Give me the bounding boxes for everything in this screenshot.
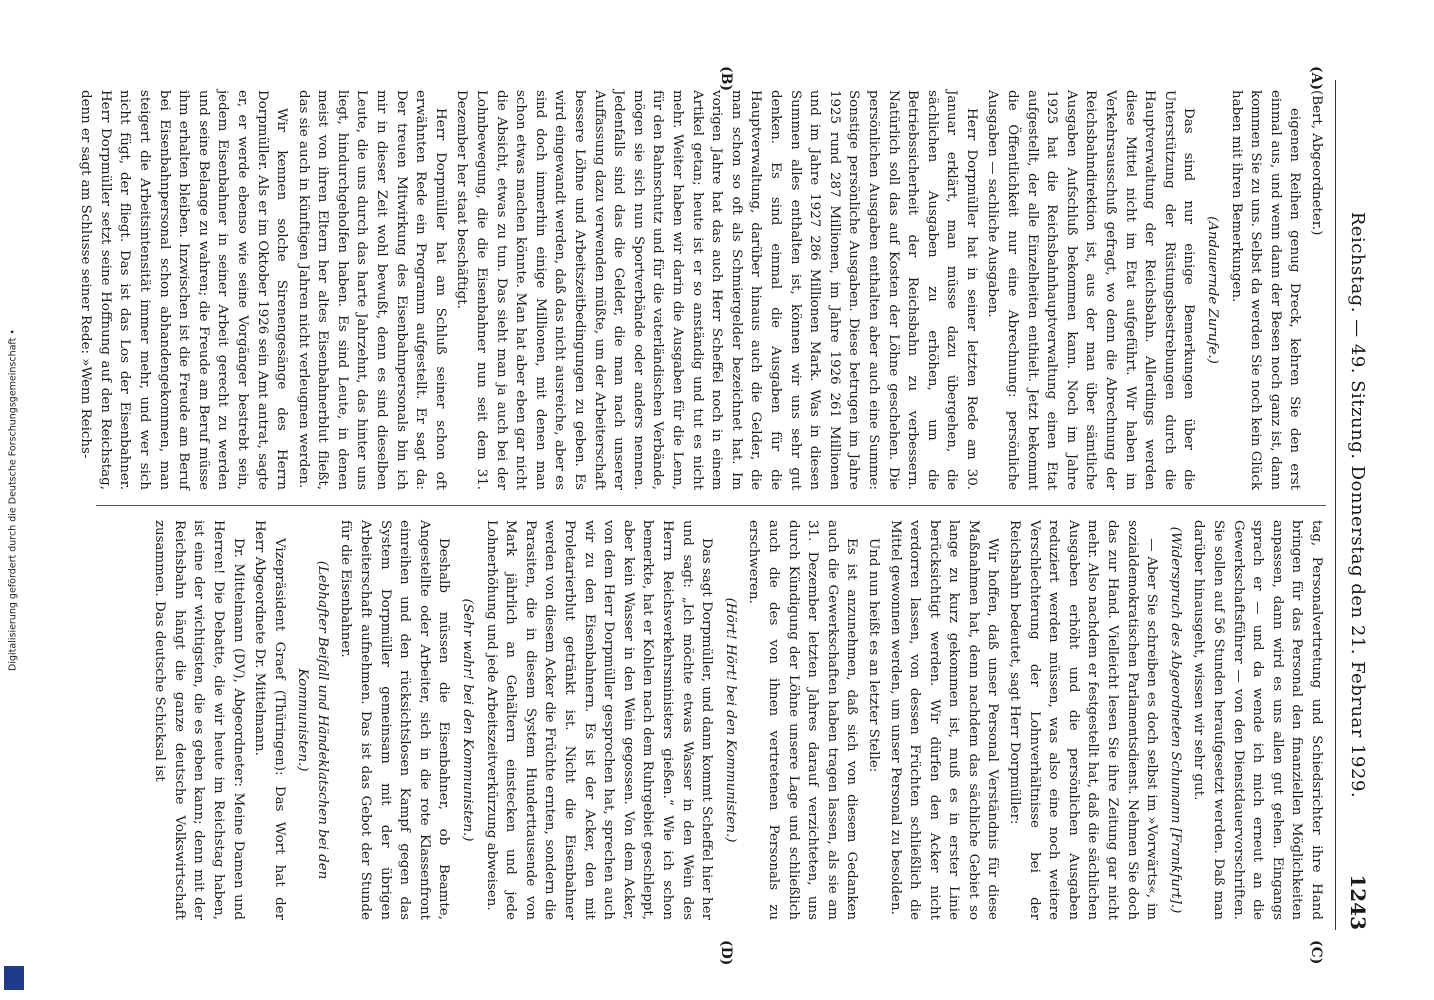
interjection: (Hört! Hört! bei den Kommunisten.) bbox=[722, 597, 738, 843]
column-divider bbox=[96, 505, 1326, 506]
margin-marker-d: (D) bbox=[718, 940, 734, 966]
interjection: (Andauernde Zurufe.) bbox=[1205, 216, 1221, 364]
margin-marker-b: (B) bbox=[718, 66, 734, 92]
paragraph: Wir kennen solche Sirenengesänge des Herrn Dorpmüller. Als er im Oktober 1926 sein Amt antrat, sagte er, er werde ebenso wie seine Vorgänger bestrebt sein, jedem Eisenbahner in seiner Arbeit gerecht zu werden und seine Belange zu wahren; die Freude am Beruf müsse ihm erhalten bleiben. Inzwischen ist die Freude am Beruf bei Eisenbahnpersonal schon abhandengekommen, man steigert die Arbeitsintensität immer mehr, und wer sich nicht fügt, der fliegt. Das ist das Los der Eisenbahner. Herr Dorpmüller setzt seine Hoffnung auf den Reichstag, denn er sagt am Schlusse seiner Rede: »Wenn Reichs- bbox=[78, 90, 290, 490]
left-column bbox=[78, 90, 1326, 490]
paragraph: Es ist anzunehmen, daß sich von diesem Gedanken auch die Gewerkschaften haben tragen lassen, als sie am 31. Dezember letzten Jahres darauf verzichteten, uns durch Kündigung der Löhne unsere Lage und schließlich auch die des von ihnen vertretenen Personals zu erschweren. bbox=[746, 520, 860, 920]
margin-marker-c: (C) bbox=[1308, 940, 1324, 965]
header-title: Reichstag. — 49. Sitzung. Donnerstag den 21. Februar 1929. bbox=[1347, 211, 1368, 799]
right-column bbox=[96, 520, 1326, 920]
margin-marker-a: (A) bbox=[1308, 66, 1324, 91]
paragraph: Herr Dorpmüller hat in seiner letzten Rede am 30. Januar erklärt, man müsse dazu übergehen, die sächlichen Ausgaben zu erhöhen, um die Betriebssicherheit der Reichsbahn zu verbessern. Natürlich soll das auf Kosten der Löhne geschehen. Die persönlichen Ausgaben enthalten aber auch eine Summe: Sonstige persönliche Ausgaben. Diese betrugen im Jahre 1925 rund 287 Millionen, im Jahre 1926 261 Millionen und im Jahre 1927 286 Millionen Mark. Was in diesen Summen alles enthalten ist, können wir uns sehr gut denken. Es sind einmal die Ausgaben für die Hauptverwaltung, darüber hinaus auch die Gelder, die man schon so oft als Schmiergelder bezeichnet hat. Im vorigen Jahre hat das auch Herr Scheffel noch in einem Artikel getan; heute ist er so anständig und tut es nicht mehr. Weiter haben wir darin die Ausgaben für die Lenn, für den Bahnschutz und für die vaterländischen Verbände, mögen sie sich nun Sportverbände oder anders nennen. Jedenfalls sind das die Gelder, die man nach unserer Auffassung dazu verwenden müßte, um der Arbeiterschaft bessere Löhne und Arbeitszeitbedingungen zu geben. Es wird eingewandt werden, daß das nicht ausreiche, aber es sind doch immerhin einige Millionen, mit denen man schon etwas machen könnte. Man hat aber eben gar nicht die Absicht, etwas zu tun. Das sieht man ja auch bei der Lohnbewegung, die die Eisenbahner nun seit dem 31. Dezember her staat beschäftigt. bbox=[454, 90, 979, 490]
paragraph: Vizepräsident Graef (Thüringen): Das Wort hat der Herr Abgeordnete Dr. Mittelmann. bbox=[252, 520, 287, 920]
paragraph: Deshalb müssen die Eisenbahner, ob Beamte, Angestellte oder Arbeiter, sich in die rote Klassenfront einreihen und den rücksichtslosen Kampf gegen das System Dorpmüller gemeinsam mit der übrigen Arbeiterschaft aufnehmen. Das ist das Gebot der Stunde für die Eisenbahner. bbox=[338, 520, 452, 920]
interjection: (Sehr wahr! bei den Kommunisten.) bbox=[460, 598, 476, 842]
interjection: (Widerspruch des Abgeordneten Schumann [Frankfurt].) bbox=[1167, 526, 1183, 914]
paragraph: Das sind nur einige Bemerkungen über die Unterstützung der Rüstungsbestrebungen durch die Hauptverwaltung der Reichsbahn. Allerdings werden diese Mittel nicht im Etat aufgeführt. Wir haben im Verkehrsausschuß gefragt, wo denn die Abrechnung der Reichsbahndirektion ist, aus der man über sämtliche Ausgaben Aufschluß bekommen kann. Noch im Jahre 1925 hat die Reichsbahnhauptverwaltung einen Etat aufgestellt, der alle Einzelheiten enthielt. Jetzt bekommt die Öffentlichkeit nur eine Abrechnung: persönliche Ausgaben — sachliche Ausgaben. bbox=[985, 90, 1197, 490]
paragraph: Wir hoffen, daß unser Personal Verständnis für diese Maßnahmen hat, denn nachdem das sächliche Gebiet so lange zu kurz gekommen ist, muß es in erster Linie berücksichtigt werden. Wir dürfen den Acker nicht verdorren lassen, von dessen Früchten schließlich die Mittel gewonnen werden, um unser Personal zu besolden. bbox=[887, 520, 1001, 920]
paragraph: Und nun heißt es an letzter Stelle: bbox=[865, 538, 881, 773]
credit-text: Digitalisierung gefördert durch die Deutsche Forschungsgemeinschaft • bbox=[7, 329, 19, 671]
paragraph: Dr. Mittelmann (DV), Abgeordneter: Meine Damen und Herren! Die Debatte, die wir heute im Reichstag haben, ist eine der wichtigsten, die es geben kann; denn mit der Reichsbahn hängt die ganze deutsche Volkswirtschaft zusammen. Das deutsche Schicksal ist bbox=[152, 520, 246, 920]
paragraph: — Aber Sie schreiben es doch selbst im »Vorwärts«, im sozialdemokratischen Parlamentsdienst. Nehmen Sie doch das zur Hand. Vielleicht lesen Sie ihre Zeitung gar nicht mehr. Also nachdem er festgestellt hat, daß die sächlichen Ausgaben erhöht und die persönlichen Ausgaben reduziert werden müssen, was also eine noch weitere Verschlechterung der Lohnverhältnisse bei der Reichsbahn bedeutet, sagt Herr Dorpmüller: bbox=[1007, 520, 1160, 920]
page-header bbox=[1335, 80, 1376, 930]
interjection: (Lebhafter Beifall und Händeklatschen bei den Kommunisten.) bbox=[295, 560, 330, 880]
paragraph: tag, Personalvertretung und Schiedsrichter ihre Hand bringen für das Personal den finanziellen Möglichkeiten anpassen, dann wird es uns allen gut gehen. Eingangs sprach er — und da wende ich mich erneut an die Gewerkschaftsführer — von den Dienstdauervorschriften. Sie sollen auf 56 Stunden heraufgesetzt werden. Daß man darüber hinausgeht, wissen wir sehr gut. bbox=[1191, 520, 1324, 920]
paragraph: eigenen Reihen genug Dreck, kehren Sie den erst einmal aus, und wenn dann der Besen noch ganz ist, dann kommen Sie zu uns. Selbst da werden Sie noch kein Glück haben mit ihren Bemerkungen. bbox=[1228, 90, 1303, 490]
paragraph: (Bert, Abgeordneter.) bbox=[1309, 90, 1324, 236]
page-number: 1243 bbox=[1346, 874, 1370, 930]
paragraph: Herr Dorpmüller hat am Schluß seiner schon oft erwähnten Rede ein Programm aufgestellt. Er sagt da: Der treuen Mitwirkung des Eisenbahnpersonals bin ich mir in dieser Zeit wohl bewußt, denn es sind dieselben Leute, die uns durch das harte Jahrzehnt, das hinter uns liegt, hindurchgeholfen haben. Es sind Leute, in denen meist von ihren Eltern her altes Eisenbahnerblut fließt, das sie auch in künftigen Jahren nicht verleugnen werden. bbox=[295, 90, 448, 490]
paragraph: Das sagt Dorpmüller, und dann kommt Scheffel hier her und sagt: „Ich möchte etwas Wasser in den Wein des Herrn Reichsverkehrsministers gießen.“ Wie ich schon bemerkte, hat er Kohlen nach dem Ruhrgebiet geschleppt, aber kein Wasser in den Wein gegossen. Von dem Acker, von dem Herr Dorpmüller gesprochen hat, sprechen auch wir zu den Eisenbahnern. Es ist der Acker, den mit Proletarierblut getränkt ist. Nicht die Eisenbahner werden von diesem Acker die Früchte ernten, sondern die Parasiten, die in diesem System Hunderttausende von Mark jährlich an Gehältern einstecken und jede Lohnerhöhung und jede Arbeitszeitverkürzung abweisen. bbox=[483, 520, 715, 920]
